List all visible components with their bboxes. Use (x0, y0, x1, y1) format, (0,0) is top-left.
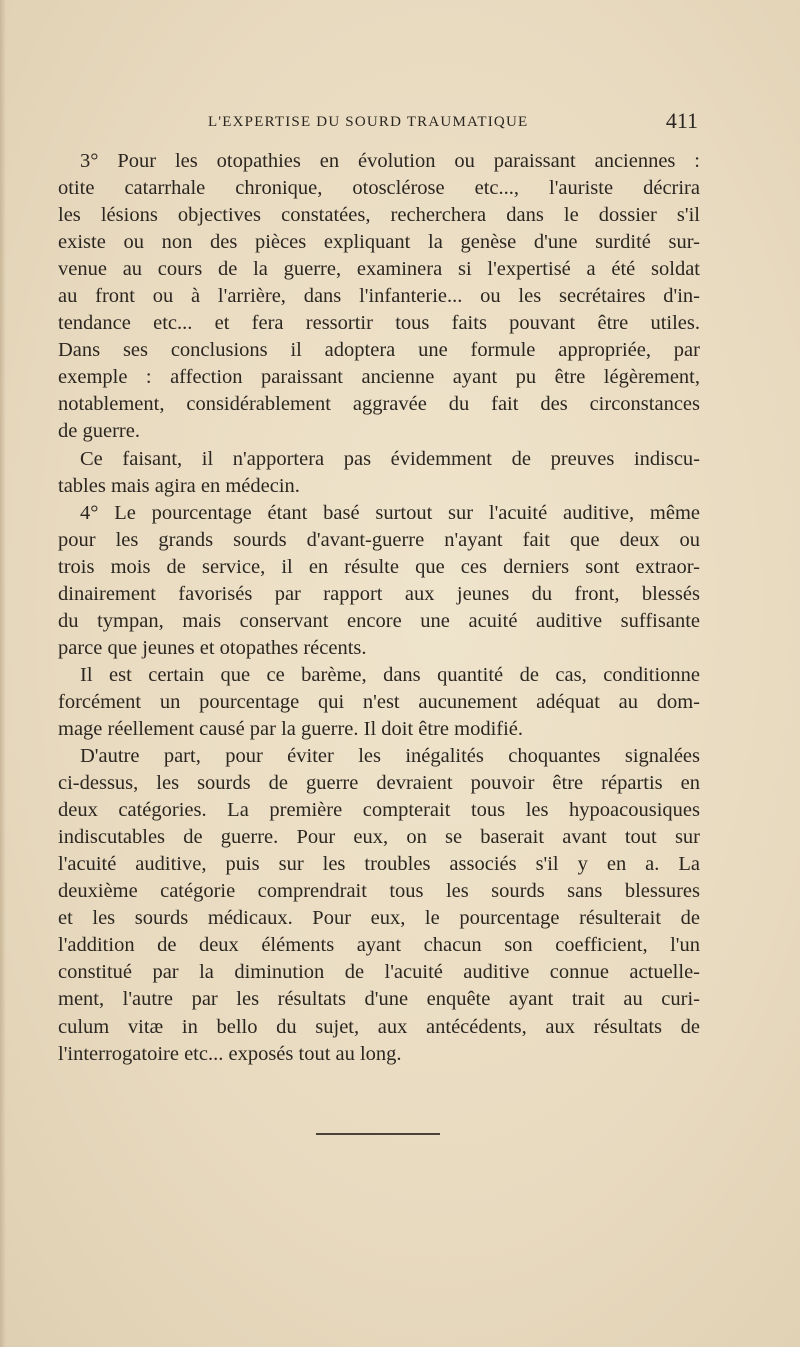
body-text (58, 148, 700, 1068)
text-line: Ce faisant, il n'apportera pas évidemment de preuves indiscu- (80, 447, 700, 470)
text-line: D'autre part, pour éviter les inégalités choquantes signalées (80, 745, 700, 768)
text-line: au front ou à l'arrière, dans l'infanterie... ou les secrétaires d'in- (58, 285, 700, 308)
end-rule (316, 1133, 440, 1135)
text-line: du tympan, mais conservant encore une acuité auditive suffisante (58, 609, 700, 632)
text-line: les lésions objectives constatées, recherchera dans le dossier s'il (58, 204, 700, 227)
text-line: Dans ses conclusions il adoptera une formule appropriée, par (58, 339, 700, 362)
text-line: notablement, considérablement aggravée du fait des circonstances (58, 393, 700, 416)
text-line: trois mois de service, il en résulte que ces derniers sont extraor- (58, 555, 700, 578)
text-line: ment, l'autre par les résultats d'une enquête ayant trait au curi- (58, 988, 700, 1011)
page-number: 411 (665, 108, 698, 133)
text-line: mage réellement causé par la guerre. Il doit être modifié. (58, 717, 524, 740)
text-line: indiscutables de guerre. Pour eux, on se baserait avant tout sur (58, 826, 700, 849)
text-line: tables mais agira en médecin. (58, 474, 300, 497)
text-line: et les sourds médicaux. Pour eux, le pourcentage résulterait de (58, 907, 700, 930)
text-line: l'interrogatoire etc... exposés tout au long. (58, 1042, 402, 1065)
text-line: existe ou non des pièces expliquant la genèse d'une surdité sur- (58, 231, 700, 254)
text-line: parce que jeunes et otopathes récents. (58, 636, 367, 659)
text-line: de guerre. (58, 420, 140, 443)
page-header (60, 106, 700, 136)
text-line: 3° Pour les otopathies en évolution ou paraissant anciennes : (80, 150, 700, 172)
text-line: dinairement favorisés par rapport aux jeunes du front, blessés (58, 582, 700, 605)
text-line: l'acuité auditive, puis sur les troubles associés s'il y en a. La (58, 853, 700, 876)
text-line: constitué par la diminution de l'acuité auditive connue actuelle- (58, 961, 700, 984)
text-line: pour les grands sourds d'avant-guerre n'ayant fait que deux ou (58, 528, 700, 551)
text-line: forcément un pourcentage qui n'est aucunement adéquat au dom- (58, 690, 700, 713)
running-title: L'EXPERTISE DU SOURD TRAUMATIQUE (208, 114, 529, 130)
text-line: venue au cours de la guerre, examinera si l'expertisé a été soldat (58, 258, 700, 281)
text-line: culum vitæ in bello du sujet, aux antécédents, aux résultats de (58, 1015, 700, 1038)
page-edge-shadow (0, 0, 6, 1347)
text-line: exemple : affection paraissant ancienne ayant pu être légèrement, (58, 366, 700, 389)
text-line: tendance etc... et fera ressortir tous faits pouvant être utiles. (58, 312, 700, 335)
text-line: 4° Le pourcentage étant basé surtout sur l'acuité auditive, même (80, 501, 700, 524)
text-line: ci-dessus, les sourds de guerre devraient pouvoir être répartis en (58, 772, 700, 795)
text-line: Il est certain que ce barème, dans quantité de cas, conditionne (80, 663, 700, 686)
text-line: deux catégories. La première compterait tous les hypoacousiques (58, 799, 700, 822)
text-line: deuxième catégorie comprendrait tous les sourds sans blessures (58, 880, 700, 903)
text-line: otite catarrhale chronique, otosclérose etc..., l'auriste décrira (58, 177, 700, 200)
text-line: l'addition de deux éléments ayant chacun son coefficient, l'un (58, 934, 700, 957)
